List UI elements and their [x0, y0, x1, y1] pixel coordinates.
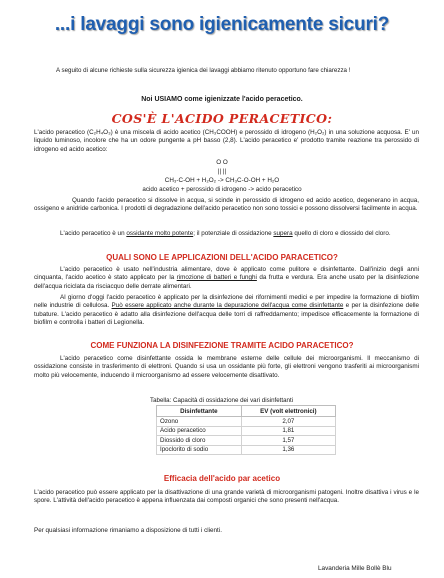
oxidation-table: [156, 405, 336, 455]
intro-text: A seguito di alcune richieste sulla sicurezza igienica dei lavaggi abbiamo ritenuto opportuno fare chiarezza !: [56, 67, 351, 74]
text-run: ; il potenziale di ossidazione: [193, 230, 274, 237]
table-header-cell: EV (volt elettronici): [241, 406, 335, 417]
closing-text: Per qualsiasi informazione rimaniamo a disposizione di tutti i clienti.: [34, 527, 222, 534]
table-cell-name: Ozono: [157, 417, 242, 427]
underlined-text: Può essere applicato anche durante la depurazione dell'acqua come disinfettante: [111, 302, 344, 310]
section1-para1: L'acido peracetico (C₂H₄O₃) è una miscela di acido acetico (CH₃COOH) e perossido di idrogeno (H₂O₂) in una soluzione acquosa. E' un liquido luminoso, incolore che ha un odore pungente a pH basso (2,8). L'acido peracetico e' prodotto tramite reazione tra perossido di idrogeno ed acido acetico:: [34, 129, 419, 153]
formula-line-4: acido acetico + perossido di idrogeno -> acido peracetico: [142, 186, 302, 193]
underlined-text: supera: [273, 230, 293, 237]
section1-para3: [34, 230, 419, 238]
table-header-row: [157, 406, 336, 417]
text-run: L'acido peracetico è usato nell'industria alimentare, dove è applicato come pulitore e disinfettante. Dall'inizio degli anni cinquanta, l'acido acetico è stato applicato per la: [34, 266, 419, 282]
section2-para2: [34, 294, 419, 328]
table-cell-value: 2,07: [241, 417, 335, 427]
text-run: da frutta e verdura. Era anche usato per la disinfezione dell'acqua riciclata da risciacquo delle derrate alimentari.: [34, 274, 419, 290]
section2-para1: [34, 266, 419, 291]
table-header-cell: Disinfettante: [157, 406, 242, 417]
text-run: e per la disinfezione delle tubature. L'acido peracetico è adatto alla disinfezione dell'acqua delle torri di raffreddamento; impedisce efficacemente la formazione di biofilm e controlla i batteri di Legionella.: [34, 302, 419, 327]
text-run: quello di cloro e diossido del cloro.: [292, 230, 391, 237]
table-cell-name: Acido peracetico: [157, 426, 242, 436]
table-row: [157, 417, 336, 427]
formula-line-3: CH₃-C-OH + H₂O₂ -> CH₃C-O-OH + H₂O: [164, 177, 280, 184]
table-row: [157, 436, 336, 446]
formula-line-1: O O: [216, 159, 228, 166]
table-row: [157, 445, 336, 455]
section3-heading: COME FUNZIONA LA DISINFEZIONE TRAMITE ACIDO PARACETICO?: [90, 341, 354, 350]
table-cell-value: 1,57: [241, 436, 335, 446]
underlined-text: rimozione di batteri e funghi: [176, 274, 257, 282]
page-title: ...i lavaggi sono igienicamente sicuri?: [54, 14, 390, 35]
section4-para1: L'acido peracetico può essere applicato per la disattivazione di una grande varietà di microorganismi patogeni. Inoltre disattiva i virus e le spore. L'attività dell'acido peracetico è appena influenzata dai composti organici che sono presenti nell'acqua.: [34, 489, 419, 505]
section1-para2: Quando l'acido peracetico si dissolve in acqua, si scinde in perossido di idrogeno ed acido acetico, degenerano in acqua, ossigeno e anidride carbonica. I prodotti di degradazione dell'acido peracetico non sono tossici e possono dissolversi facilmente in acqua.: [34, 197, 419, 213]
section3-para1: L'acido peracetico come disinfettante ossida le membrane esterne delle cellule dei microorganismi. Il meccanismo di ossidazione consiste in trasferimento di elettroni. Quando si usa un ossidante più forte, gli elettroni vengono trasferiti ai microorganismi molto più velocemente, inducendo il microorganismo ad essere velocemente disattivato.: [34, 355, 419, 379]
signature: Lavanderia Mille Bollè Blu: [318, 565, 392, 572]
table-row: [157, 426, 336, 436]
section1-heading: COS'È L'ACIDO PERACETICO:: [111, 111, 333, 126]
section4-heading: Efficacia dell'acido par acetico: [163, 474, 281, 483]
section2-heading: QUALI SONO LE APPLICAZIONI DELL'ACIDO PARACETICO?: [106, 253, 338, 262]
text-run: Al giorno d'oggi l'acido peracetico è applicato per la disinfezione dei rifornimenti medici e per impedire la formazione di biofilm nelle industrie di cellulosa.: [34, 294, 419, 310]
table-cell-name: Diossido di cloro: [157, 436, 242, 446]
text-run: L'acido peracetico è un: [60, 230, 127, 237]
table-cell-value: 1,36: [241, 445, 335, 455]
table-caption: Tabella: Capacità di ossidazione dei vari disinfettanti: [150, 397, 294, 404]
table-cell-value: 1,81: [241, 426, 335, 436]
subheading: Noi USIAMO come igienizzate l'acido peracetico.: [141, 96, 303, 103]
table-cell-name: Ipoclorito di sodio: [157, 445, 242, 455]
formula-line-2: || ||: [217, 168, 227, 175]
underlined-text: ossidante molto potente: [126, 230, 194, 237]
